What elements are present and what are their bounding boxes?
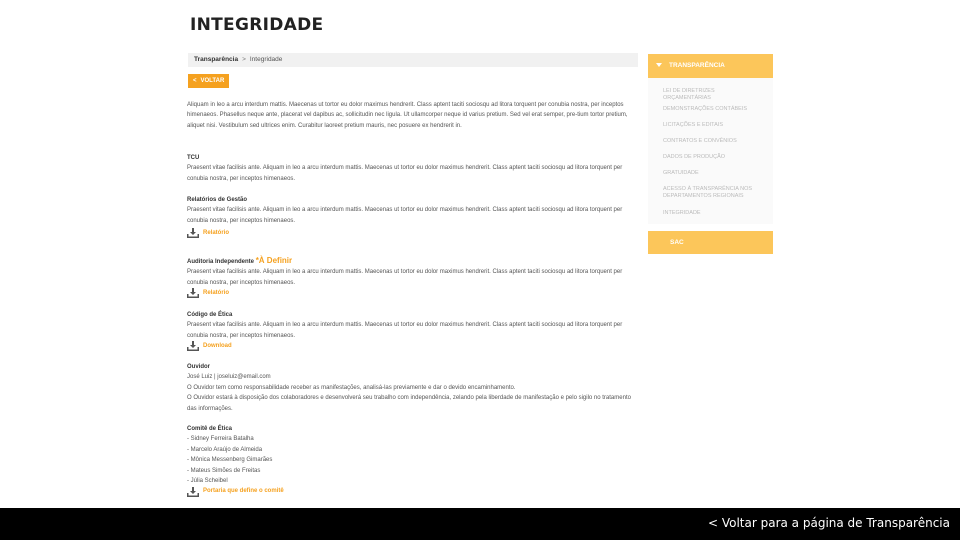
sidebar-item-dados-producao[interactable]: DADOS DE PRODUÇÃO <box>663 154 726 160</box>
download-link-label: Download <box>203 343 232 350</box>
back-to-transparency-link[interactable]: < Voltar para a página de Transparência <box>707 516 950 530</box>
sidebar-transparencia <box>648 54 773 224</box>
download-link-relatorio-auditoria[interactable] <box>187 288 637 298</box>
download-icon <box>187 487 199 497</box>
section-comite-etica <box>187 424 637 497</box>
section-title-codigo: Código de Ética <box>187 312 233 318</box>
section-title-ouvidor: Ouvidor <box>187 364 211 370</box>
sidebar-menu <box>648 78 773 224</box>
download-icon <box>187 228 199 238</box>
section-auditoria <box>187 256 637 299</box>
section-title-tcu: TCU <box>187 155 200 161</box>
download-icon <box>187 341 199 351</box>
list-item: - Mônica Messenberg Gimarães <box>187 457 273 464</box>
section-body-auditoria: Praesent vitae facilisis ante. Aliquam in leo a arcu interdum mattis. Maecenas ut tortor eu dolor maximus hendrerit. Class aptent taciti sociosqu ad litora torquent per conubia nostra, per inceptos himenaeos. <box>187 269 623 286</box>
breadcrumb-separator: > <box>242 56 246 63</box>
back-button-label: VOLTAR <box>200 78 225 84</box>
ouvidor-description: O Ouvidor tem como responsabilidade receber as manifestações, analisá-las previamente e dar o devido encaminhamento. <box>187 384 516 391</box>
section-body-tcu: Praesent vitae facilisis ante. Aliquam in leo a arcu interdum mattis. Maecenas ut tortor eu dolor maximus hendrerit. Class aptent taciti sociosqu ad litora torquent per conubia nostra, per inceptos himenaeos. <box>187 165 623 182</box>
download-link-label: Portaria que define o comitê <box>203 488 284 495</box>
sidebar-item-lei-diretrizes[interactable]: LEI DE DIRETRIZES ORÇAMENTÁRIAS <box>663 88 715 101</box>
sidebar-item-demonstracoes[interactable]: DEMONSTRAÇÕES CONTÁBEIS <box>663 106 748 112</box>
list-item: - Júlia Scheibel <box>187 478 228 485</box>
download-link-portaria-comite[interactable] <box>187 486 637 496</box>
download-link-label: Relatório <box>203 290 230 297</box>
section-title-auditoria <box>187 256 637 267</box>
breadcrumb-current: Integridade <box>249 56 283 63</box>
to-be-defined-badge: *À Definir <box>255 256 293 265</box>
sidebar-item-licitacoes[interactable]: LICITAÇÕES E EDITAIS <box>663 122 724 128</box>
triangle-down-icon <box>656 63 662 67</box>
sidebar-item-contratos[interactable]: CONTRATOS E CONVÊNIOS <box>663 138 737 144</box>
section-codigo-etica <box>187 310 637 352</box>
intro-paragraph <box>187 100 637 131</box>
breadcrumb-link-transparencia[interactable]: Transparência <box>194 56 239 63</box>
back-button[interactable] <box>188 74 229 88</box>
ouvidor-contact: José Luiz | joseluiz@email.com <box>187 374 271 381</box>
section-body-relatorios: Praesent vitae facilisis ante. Aliquam in leo a arcu interdum mattis. Maecenas ut tortor eu dolor maximus hendrerit. Class aptent taciti sociosqu ad litora torquent per conubia nostra, per inceptos himenaeos. <box>187 207 623 224</box>
ouvidor-commitment: O Ouvidor estará à disposição dos colaboradores e desenvolverá seu trabalho com independência, zelando pela liberdade de manifestação e pelo sigilo no tratamento das informações. <box>187 395 631 412</box>
sidebar-item-acesso-regionais[interactable]: ACESSO À TRANSPARÊNCIA NOS DEPARTAMENTOS REGIONAIS <box>663 186 753 199</box>
intro-text: Aliquam in leo a arcu interdum mattis. Maecenas ut tortor eu dolor maximus hendrerit. Class aptent taciti sociosqu ad litora torquent per conubia nostra, per inceptos himenaeos. Phasellus neque ante, placerat vel dapibus ac, sollicitudin nec ligula. Ut ullamcorper neque id varius pretium. Sed vel erat semper, pre-tium tortor pretium, aliquet nisi. Vestibulum sed ultrices enim. Curabitur laoreet pretium mauris, nec posuere ex hendrerit in. <box>187 102 628 129</box>
download-icon <box>187 288 199 298</box>
download-link-relatorio-gestao[interactable] <box>187 228 637 238</box>
download-link-codigo-etica[interactable] <box>187 341 637 351</box>
sidebar-item-integridade[interactable]: INTEGRIDADE <box>663 210 701 216</box>
section-body-codigo: Praesent vitae facilisis ante. Aliquam in leo a arcu interdum mattis. Maecenas ut tortor eu dolor maximus hendrerit. Class aptent taciti sociosqu ad litora torquent per conubia nostra, per inceptos himenaeos. <box>187 322 623 339</box>
footer-bar <box>0 508 960 540</box>
section-title-auditoria-text: Auditoria Independente <box>187 259 255 265</box>
section-tcu <box>187 153 637 184</box>
list-item: - Sidney Ferreira Batalha <box>187 436 254 443</box>
list-item: - Mateus Simões de Freitas <box>187 467 261 474</box>
sidebar-sac-button[interactable]: SAC <box>648 231 773 254</box>
chevron-left-icon: < <box>193 78 197 84</box>
section-relatorios <box>187 195 637 239</box>
sidebar-header-transparencia[interactable] <box>648 54 773 78</box>
section-ouvidor <box>187 362 637 414</box>
breadcrumb <box>188 53 638 67</box>
section-title-relatorios: Relatórios de Gestão <box>187 197 248 203</box>
page-title: INTEGRIDADE <box>190 15 324 35</box>
sidebar-item-gratuidade[interactable]: GRATUIDADE <box>663 170 699 176</box>
list-item: - Marcelo Araújo de Almeida <box>187 446 263 453</box>
sidebar-header-label: TRANSPARÊNCIA <box>669 62 725 69</box>
section-title-comite: Comitê de Ética <box>187 426 233 432</box>
download-link-label: Relatório <box>203 230 230 237</box>
